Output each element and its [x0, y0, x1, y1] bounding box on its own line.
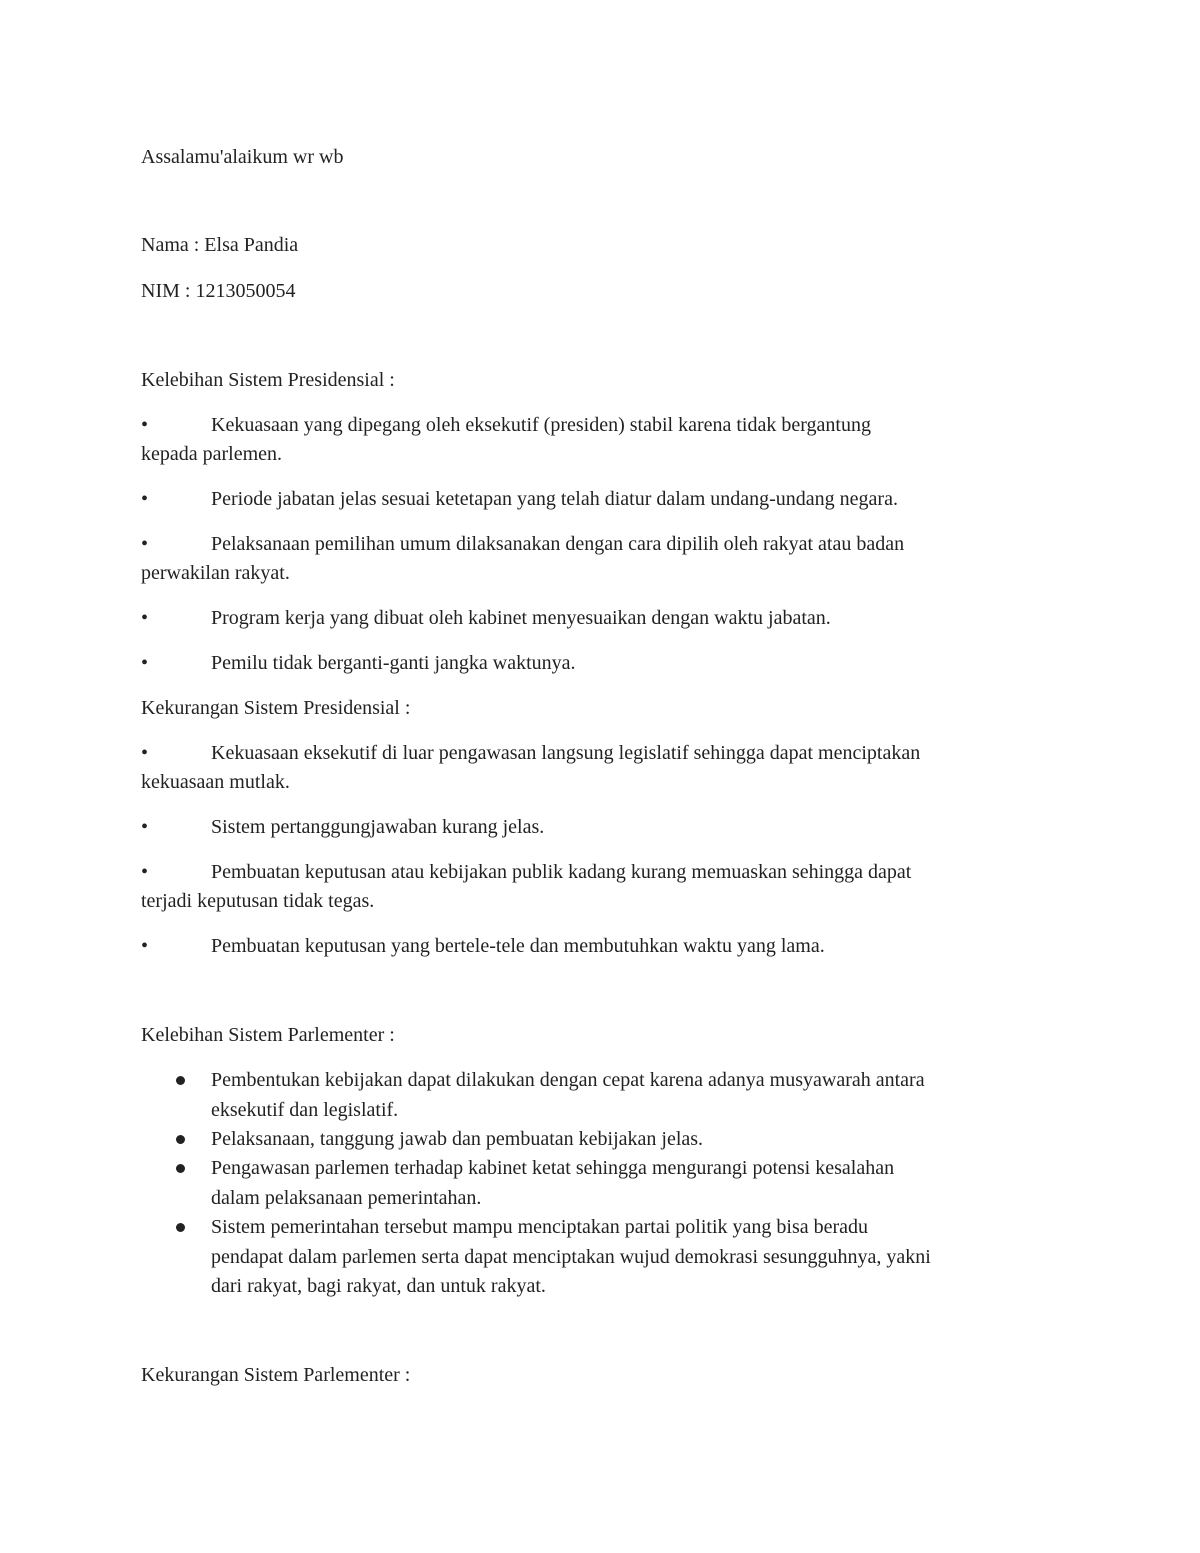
- list-item: • Kekuasaan eksekutif di luar pengawasan langsung legislatif sehingga dapat menciptakan kekuasaan mutlak.: [141, 739, 1071, 797]
- student-nim: NIM : 1213050054: [141, 280, 296, 302]
- list-item: • Pembuatan keputusan atau kebijakan publik kadang kurang memuaskan sehingga dapat terjadi keputusan tidak tegas.: [141, 858, 1071, 916]
- list-item: • Pembuatan keputusan yang bertele-tele dan membutuhkan waktu yang lama.: [141, 932, 1071, 961]
- document-page: [141, 0, 1071, 1553]
- bullet-glyph: •: [141, 742, 149, 764]
- list-item: Pelaksanaan, tanggung jawab dan pembuatan kebijakan jelas.: [141, 1125, 1071, 1155]
- list-item: • Kekuasaan yang dipegang oleh eksekutif (presiden) stabil karena tidak bergantung kepada parlemen.: [141, 411, 1071, 469]
- list-item: • Pemilu tidak berganti-ganti jangka waktunya.: [141, 649, 1071, 678]
- list-item: Pembentukan kebijakan dapat dilakukan dengan cepat karena adanya musyawarah antara eksekutif dan legislatif.: [141, 1066, 1071, 1125]
- bullet-glyph: •: [141, 652, 149, 674]
- bullet-glyph: •: [141, 414, 149, 436]
- bullet-glyph: •: [141, 935, 149, 957]
- list-item: Pengawasan parlemen terhadap kabinet ketat sehingga mengurangi potensi kesalahan dalam pelaksanaan pemerintahan.: [141, 1154, 1071, 1213]
- bullet-dot-icon: [176, 1223, 185, 1232]
- list-item: • Program kerja yang dibuat oleh kabinet menyesuaikan dengan waktu jabatan.: [141, 604, 1071, 633]
- bullet-dot-icon: [176, 1076, 185, 1085]
- bullet-glyph: •: [141, 816, 149, 838]
- bullet-dot-icon: [176, 1135, 185, 1144]
- student-name: Nama : Elsa Pandia: [141, 234, 299, 256]
- bullet-dot-icon: [176, 1164, 185, 1173]
- greeting: Assalamu'alaikum wr wb: [141, 146, 344, 168]
- bullet-glyph: •: [141, 488, 149, 510]
- list-item: • Sistem pertanggungjawaban kurang jelas.: [141, 813, 1071, 842]
- heading-kelebihan-parlementer: Kelebihan Sistem Parlementer :: [141, 1024, 395, 1046]
- bullet-glyph: •: [141, 533, 149, 555]
- list-item: • Periode jabatan jelas sesuai ketetapan yang telah diatur dalam undang-undang negara.: [141, 485, 1071, 514]
- heading-kekurangan-presidensial: Kekurangan Sistem Presidensial :: [141, 697, 411, 719]
- list-item: • Pelaksanaan pemilihan umum dilaksanakan dengan cara dipilih oleh rakyat atau badan perwakilan rakyat.: [141, 530, 1071, 588]
- heading-kekurangan-parlementer: Kekurangan Sistem Parlementer :: [141, 1364, 411, 1386]
- bullet-glyph: •: [141, 607, 149, 629]
- heading-kelebihan-presidensial: Kelebihan Sistem Presidensial :: [141, 369, 395, 391]
- list-item: Sistem pemerintahan tersebut mampu menciptakan partai politik yang bisa beradu pendapat dalam parlemen serta dapat menciptakan wujud demokrasi sesungguhnya, yakni dari rakyat, bagi rakyat, dan untuk rakyat.: [141, 1213, 1071, 1302]
- bullet-glyph: •: [141, 861, 149, 883]
